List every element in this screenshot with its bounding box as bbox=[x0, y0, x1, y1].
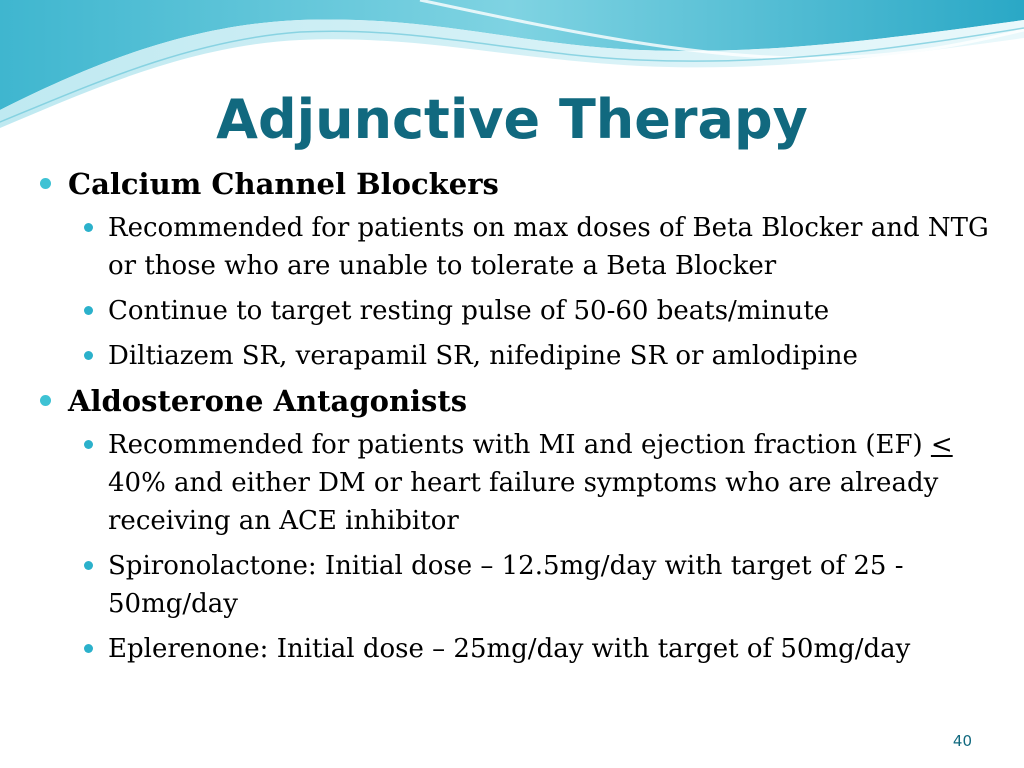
section-heading-text: Aldosterone Antagonists bbox=[68, 384, 468, 418]
list-item bbox=[40, 630, 1000, 668]
list-item-text-part: Recommended for patients with MI and ejection fraction (EF) bbox=[108, 430, 931, 460]
section-heading-text: Calcium Channel Blockers bbox=[68, 167, 499, 201]
bullet-dot-icon bbox=[84, 561, 93, 570]
bullet-dot-icon bbox=[40, 178, 51, 189]
bullet-dot-icon bbox=[84, 223, 93, 232]
section-heading-aldosterone-antagonists bbox=[40, 382, 1000, 420]
list-item bbox=[40, 209, 1000, 285]
list-item-text: Spironolactone: Initial dose – 12.5mg/day with target of 25 - 50mg/day bbox=[108, 551, 904, 619]
list-item bbox=[40, 547, 1000, 623]
list-item bbox=[40, 292, 1000, 330]
bullet-dot-icon bbox=[84, 306, 93, 315]
slide-title: Adjunctive Therapy bbox=[216, 88, 808, 151]
bullet-dot-icon bbox=[40, 395, 51, 406]
page-number: 40 bbox=[952, 732, 972, 750]
bullet-dot-icon bbox=[84, 351, 93, 360]
list-item bbox=[40, 337, 1000, 375]
less-equal-symbol: < bbox=[930, 430, 953, 460]
section-heading-calcium-channel-blockers bbox=[40, 165, 1000, 203]
list-item-text: Recommended for patients on max doses of Beta Blocker and NTG or those who are unable to tolerate a Beta Blocker bbox=[108, 213, 989, 281]
list-item-text: Continue to target resting pulse of 50-60 beats/minute bbox=[108, 296, 830, 326]
list-item-text: Eplerenone: Initial dose – 25mg/day with target of 50mg/day bbox=[108, 634, 911, 664]
bullet-dot-icon bbox=[84, 440, 93, 449]
slide-content bbox=[40, 165, 1000, 675]
list-item-text-part: 40% and either DM or heart failure symptoms who are already receiving an ACE inhibitor bbox=[108, 468, 939, 536]
list-item bbox=[40, 426, 1000, 540]
bullet-dot-icon bbox=[84, 644, 93, 653]
list-item-text: Diltiazem SR, verapamil SR, nifedipine SR or amlodipine bbox=[108, 341, 858, 371]
